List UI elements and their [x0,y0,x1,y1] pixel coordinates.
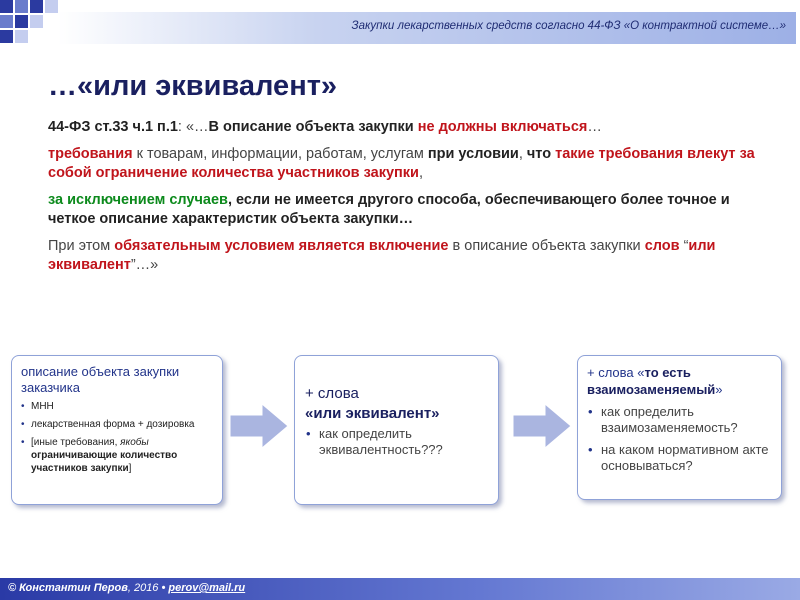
decorative-grid [0,0,60,45]
list-item: • лекарственная форма + дозировка [21,418,214,431]
box1-title: описание объекта закупки заказчика [21,364,180,395]
law-reference: 44-ФЗ ст.33 ч.1 п.1 [48,119,178,135]
footer-text: © Константин Перов, 2016 • perov@mail.ru [8,582,246,594]
box1-list [21,400,214,475]
paragraph-4: При этом обязательным условием является включение в описание объекта закупки слов “или эквивалент”…» [48,238,716,273]
email-link[interactable]: perov@mail.ru [168,582,246,594]
box3-list [587,404,773,474]
list-item: • МНН [21,400,214,413]
paragraph-3: за исключением случаев, если не имеется другого способа, обеспечивающего более точное и четкое описание характеристик объекта закупки… [48,192,730,227]
box3-header: + слова «то есть взаимозаменяемый» [587,365,723,397]
list-item: • [иные требования, якобы ограничивающие количество участников закупки] [21,436,214,475]
header-title: Закупки лекарственных средств согласно 44-ФЗ «О контрактной системе…» [351,20,786,32]
box2-line2: «или эквивалент» [305,405,440,422]
paragraph-2: требования к товарам, информации, работам, услугам при условии, что такие требования влекут за собой ограничение количества участников закупки, [48,146,755,181]
copyright: © Константин Перов [8,582,128,594]
paragraph-1: 44-ФЗ ст.33 ч.1 п.1: «…В описание объекта закупки не должны включаться… [48,119,602,135]
box2-list [305,426,488,458]
box-interchangeable [577,355,782,500]
list-item: • как определить взаимозаменяемость? [587,404,773,436]
list-item: • на каком нормативном акте основываться? [587,442,773,474]
header-bar [58,12,796,44]
body-text [48,118,758,283]
box2-line1: + слова [305,385,359,402]
arrow-right-icon [513,404,571,448]
box-customer-description [11,355,223,505]
slide-title: …«или эквивалент» [48,70,338,102]
footer-bar [0,578,800,600]
box-or-equivalent [294,355,499,505]
arrow-right-icon [230,404,288,448]
list-item: • как определить эквивалентность??? [305,426,488,458]
